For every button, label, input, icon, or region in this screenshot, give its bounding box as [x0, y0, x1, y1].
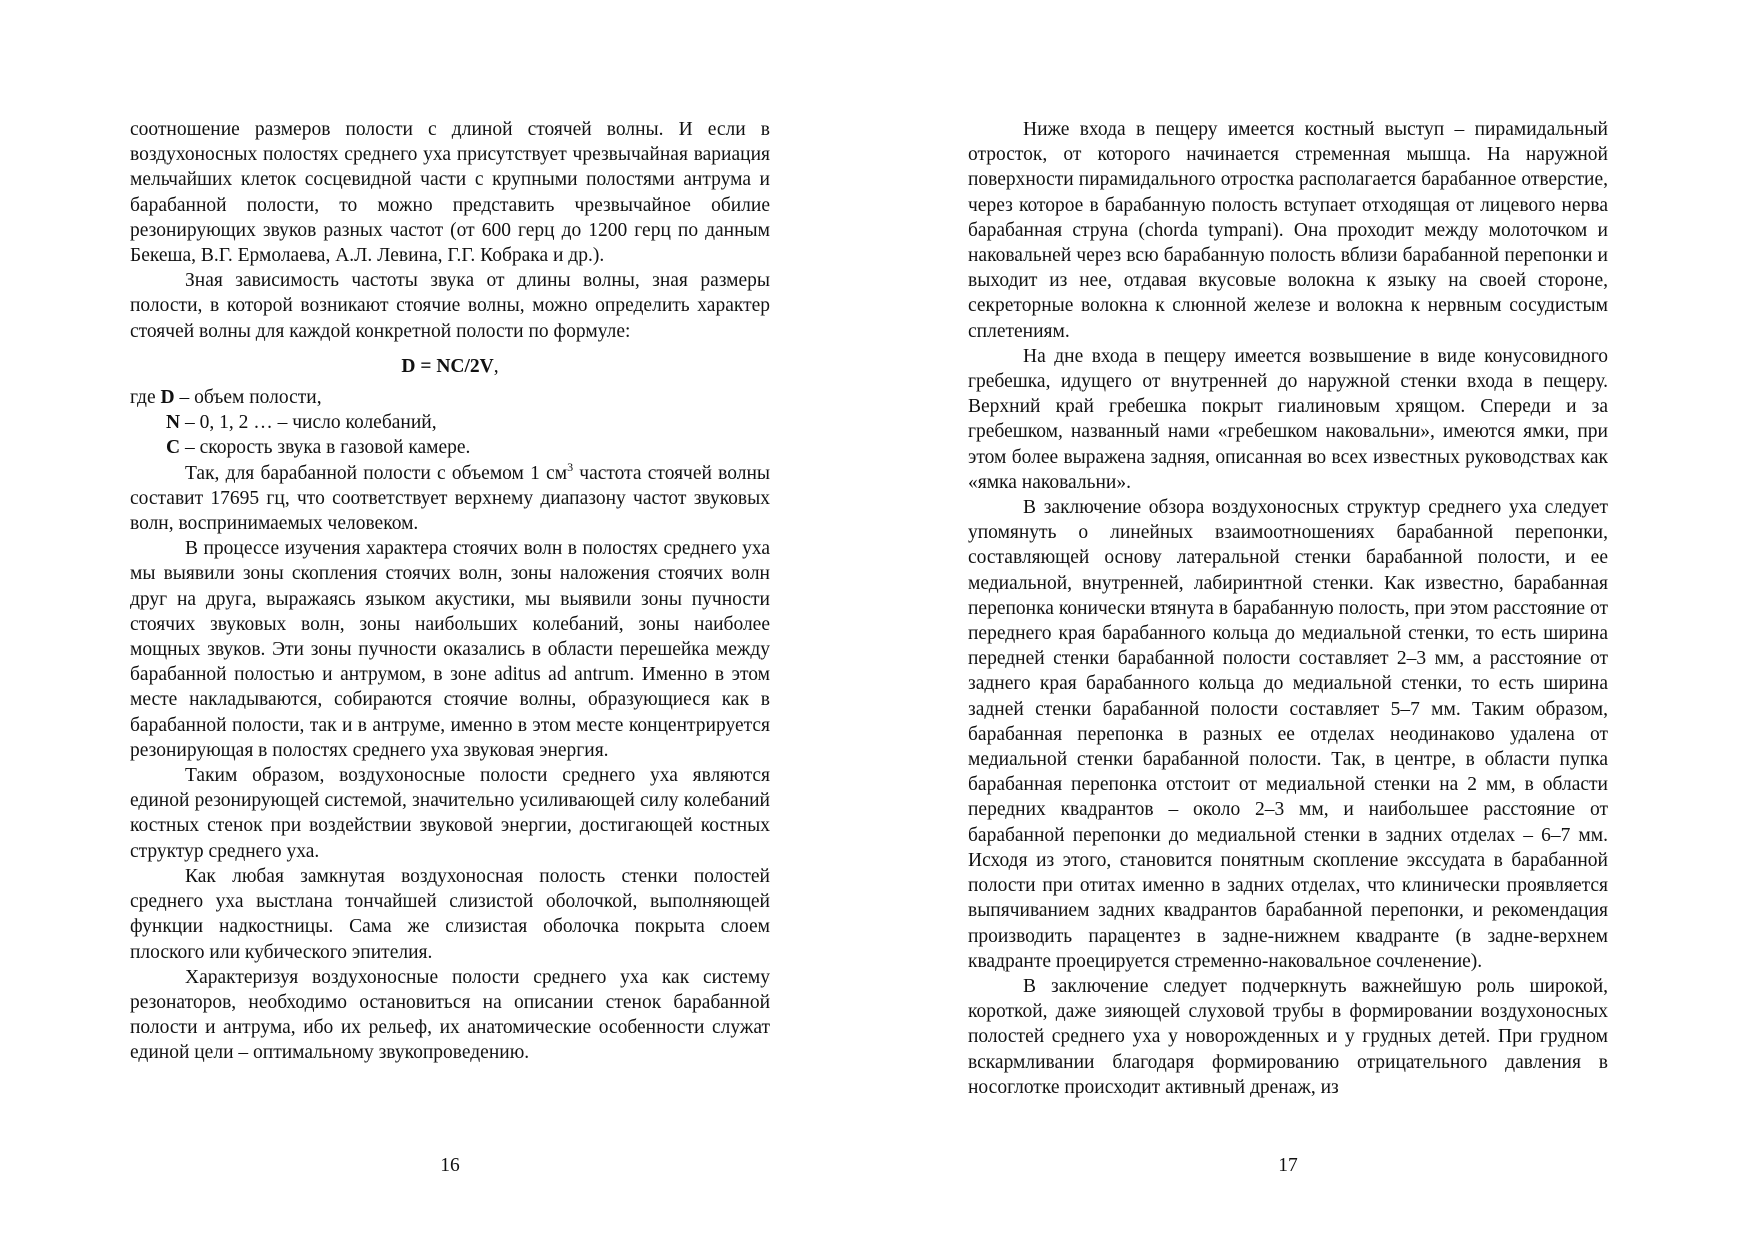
legend-symbol: D — [160, 387, 175, 409]
page-number: 17 — [1278, 1155, 1298, 1176]
paragraph: Как любая замкнутая воздухоносная полость стенки полостей среднего уха выстлана тончайшей слизистой оболочкой, выполняющей функции надкостницы. Сама же слизистая оболочка покрыта слоем плоского или кубического эпителия. — [130, 865, 770, 963]
formula — [130, 354, 770, 379]
legend-text: – 0, 1, 2 … – число колебаний, — [180, 412, 437, 434]
left-page-text — [130, 117, 770, 1066]
legend-prefix: где — [130, 387, 161, 409]
legend-symbol: C — [166, 437, 181, 459]
superscript: 3 — [567, 459, 574, 474]
page-number: 16 — [440, 1155, 460, 1176]
paragraph: Ниже входа в пещеру имеется костный выступ – пирамидальный отросток, от которого начинается стременная мышца. На наружной поверхности пирамидального отростка располагается барабанное отверстие, через которое в барабанную полость вступает отходящая от лицевого нерва барабанная струна (chorda tympani). Она проходит между молоточком и наковальней через всю барабанную полость вблизи барабанной перепонки и выходит из нее, отдавая вкусовые волокна к языку на своей стороне, секреторные волокна к слюнной железе и волокна к нервным сосудистым сплетениям. — [968, 119, 1608, 342]
formula-legend-n — [130, 410, 770, 435]
right-page-text — [968, 117, 1608, 1100]
legend-text: – скорость звука в газовой камере. — [180, 437, 471, 459]
paragraph: В заключение следует подчеркнуть важнейшую роль широкой, короткой, даже зияющей слуховой трубы в формировании воздухоносных полостей среднего уха у новорожденных и у грудных детей. При грудном вскармливании благодаря формированию отрицательного давления в носоглотке происходит активный дренаж, из — [968, 975, 1608, 1098]
paragraph: соотношение размеров полости с длиной стоячей волны. И если в воздухоносных полостях среднего уха присутствует чрезвычайная вариация мельчайших клеток сосцевидной части с крупными полостями антрума и барабанной полости, то можно представить чрезвычайное обилие резонирующих звуков разных частот (от 600 герц до 1200 герц по данным Бекеша, В.Г. Ермолаева, А.Л. Левина, Г.Г. Кобрака и др.). — [130, 119, 770, 267]
legend-text: – объем полости, — [174, 387, 322, 409]
paragraph: Таким образом, воздухоносные полости среднего уха являются единой резонирующей системой, значительно усиливающей силу колебаний костных стенок при воздействии звуковой энергии, достигающей костных структур среднего уха. — [130, 765, 770, 862]
paragraph: В заключение обзора воздухоносных структур среднего уха следует упомянуть о линейных взаимоотношениях барабанной перепонки, составляющей основу латеральной стенки барабанной полости, и ее медиальной, внутренней, лабиринтной стенки. Как известно, барабанная перепонка конически втянута в барабанную полость, при этом расстояние от переднего края барабанного кольца до медиальной стенки, то есть ширина передней стенки барабанной полости составляет 2–3 мм, а расстояние от заднего края барабанного кольца до медиальной стенки, то есть ширина задней стенки барабанной полости составляет 5–7 мм. Таким образом, барабанная перепонка в разных ее отделах неодинаково удалена от медиальной стенки барабанной полости. Так, в центре, в области пупка барабанная перепонка отстоит от медиальной стенки на 2 мм, в области передних квадрантов – около 2–3 мм, и наибольшее расстояние от барабанной перепонки до медиальной стенки в задних отделах – 6–7 мм. Исходя из этого, становится понятным скопление экссудата в барабанной полости при отитах именно в задних отделах, что клинически проявляется выпячиванием задних квадрантов барабанной перепонки, и рекомендация производить парацентез в задне-нижнем квадранте (в задне-верхнем квадранте проецируется стременно-наковальное сочленение). — [968, 497, 1608, 972]
paragraph-volume — [130, 461, 770, 537]
paragraph: Зная зависимость частоты звука от длины волны, зная размеры полости, в которой возникают стоячие волны, можно определить характер стоячей волны для каждой конкретной полости по формуле: — [130, 270, 770, 342]
formula-comma: , — [493, 355, 499, 377]
formula-legend-c — [130, 435, 770, 460]
paragraph-text: Так, для барабанной полости с объемом 1 см — [185, 462, 568, 484]
formula-expression: D = NC/2V — [401, 355, 494, 377]
paragraph: Характеризуя воздухоносные полости среднего уха как систему резонаторов, необходимо остановиться на описании стенок барабанной полости и антрума, ибо их рельеф, их анатомические особенности служат единой цели – оптимальному звукопроведению. — [130, 966, 770, 1064]
formula-legend-d — [130, 385, 770, 410]
legend-symbol: N — [166, 412, 181, 434]
paragraph: В процессе изучения характера стоячих волн в полостях среднего уха мы выявили зоны скопления стоячих волн, зоны наложения стоячих волн друг на друга, выражаясь языком акустики, мы выявили зоны пучности стоячих звуковых волн, зоны наибольших колебаний, зоны наиболее мощных звуков. Эти зоны пучности оказались в области перешейка между барабанной полостью и антрумом, в зоне aditus ad antrum. Именно в этом месте накладываются, собираются стоячие волны, образующиеся как в барабанной полости, так и в антруме, именно в этом месте концентрируется резонирующая в полостях среднего уха звуковая энергия. — [130, 538, 770, 761]
paragraph: На дне входа в пещеру имеется возвышение в виде конусовидного гребешка, идущего от внутренней до наружной стенки входа в пещеру. Верхний край гребешка покрыт гиалиновым хрящом. Спереди и за гребешком, названный нами «гребешком наковальни», имеются ямки, при этом более выражена задняя, описанная во всех известных руководствах как «ямка наковальни». — [968, 345, 1608, 493]
paragraph-text: частота стоячей волны составит 17695 гц, что соответствует верхнему диапазону частот звуковых волн, воспринимаемых человеком. — [130, 462, 770, 535]
